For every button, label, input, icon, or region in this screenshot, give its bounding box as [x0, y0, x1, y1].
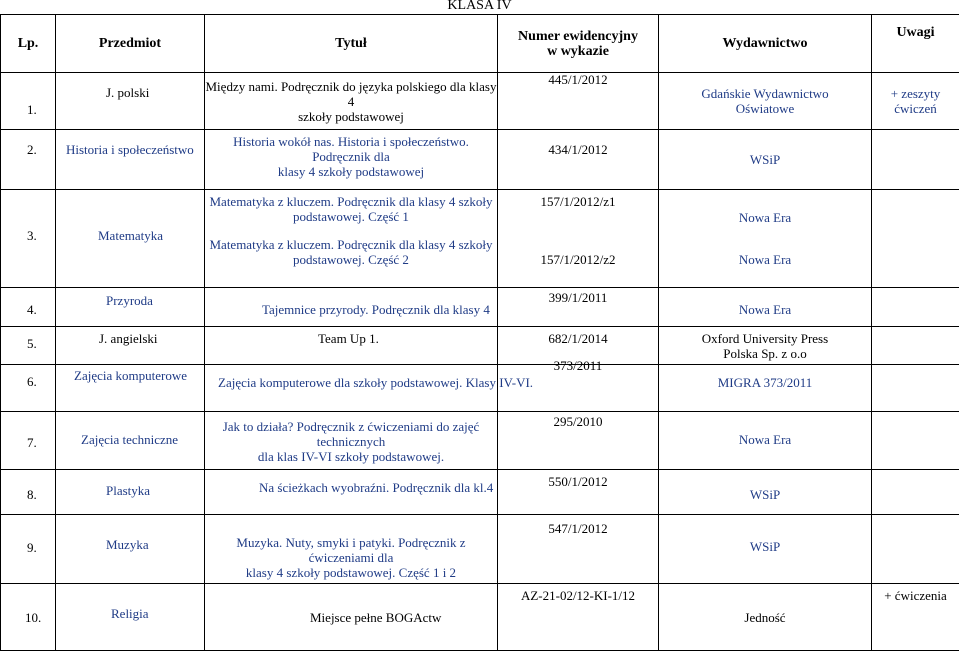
lp-cell — [1, 327, 56, 365]
lp-cell — [1, 515, 56, 584]
table-row — [1, 515, 959, 584]
notes-cell — [872, 130, 959, 190]
number-cell — [498, 130, 659, 190]
subject-text: Matematyka — [98, 228, 163, 243]
lp-text: 1. — [27, 102, 37, 117]
publisher-cell — [659, 190, 872, 288]
notes-line: + zeszyty — [872, 86, 959, 101]
number-cell — [498, 365, 659, 412]
publisher-text: Nowa Era — [659, 210, 871, 225]
header-title: Tytuł — [205, 15, 498, 73]
notes-cell — [872, 327, 959, 365]
lp-cell — [1, 73, 56, 130]
number-text: 682/1/2014 — [498, 331, 658, 346]
header-lp: Lp. — [1, 15, 56, 73]
title-line: szkoły podstawowej — [205, 109, 497, 124]
publisher-text: Nowa Era — [659, 432, 871, 447]
title-cell — [205, 365, 498, 412]
number-cell — [498, 190, 659, 288]
publisher-cell — [659, 412, 872, 470]
subject-text: Plastyka — [106, 483, 150, 498]
title-cell — [205, 288, 498, 327]
publisher-cell — [659, 327, 872, 365]
title-text: Tajemnice przyrody. Podręcznik dla klasy 4 — [262, 302, 490, 317]
number-text: AZ-21-02/12-KI-1/12 — [498, 588, 658, 603]
lp-text: 10. — [25, 610, 41, 625]
lp-cell — [1, 288, 56, 327]
publisher-cell — [659, 470, 872, 515]
number-cell — [498, 470, 659, 515]
number-cell — [498, 515, 659, 584]
table-row — [1, 412, 959, 470]
lp-cell — [1, 130, 56, 190]
subject-text: Historia i społeczeństwo — [66, 142, 194, 157]
subject-cell — [56, 288, 205, 327]
notes-text: + ćwiczenia — [872, 588, 959, 603]
header-row — [1, 15, 959, 73]
lp-text: 8. — [27, 487, 37, 502]
publisher-cell — [659, 584, 872, 651]
subject-cell — [56, 327, 205, 365]
publisher-text: WSiP — [659, 539, 871, 554]
title-line: Matematyka z kluczem. Podręcznik dla klasy 4 szkoły — [205, 237, 497, 252]
lp-text: 3. — [27, 228, 37, 243]
lp-text: 4. — [27, 302, 37, 317]
subject-cell — [56, 73, 205, 130]
publisher-cell — [659, 365, 872, 412]
lp-text: 6. — [27, 374, 37, 389]
notes-line: ćwiczeń — [872, 101, 959, 116]
number-text: 373/2011 — [498, 358, 658, 373]
title-line: klasy 4 szkoły podstawowej. Część 1 i 2 — [205, 565, 497, 580]
table-row — [1, 584, 959, 651]
notes-cell — [872, 73, 959, 130]
title-line: Muzyka. Nuty, smyki i patyki. Podręcznik z ćwiczeniami dla — [205, 535, 497, 565]
publisher-text: Jedność — [659, 610, 871, 625]
lp-text: 5. — [27, 336, 37, 351]
title-line: podstawowej. Część 1 — [205, 209, 497, 224]
table-row — [1, 365, 959, 412]
notes-cell — [872, 515, 959, 584]
notes-cell — [872, 288, 959, 327]
page-title: KLASA IV — [0, 0, 959, 14]
subject-cell — [56, 130, 205, 190]
subject-cell — [56, 584, 205, 651]
publisher-text: WSiP — [659, 487, 871, 502]
notes-cell — [872, 584, 959, 651]
title-text: Na ścieżkach wyobraźni. Podręcznik dla kl.4 — [259, 480, 493, 495]
title-line: dla klas IV-VI szkoły podstawowej. — [205, 449, 497, 464]
header-number — [498, 15, 659, 73]
header-notes: Uwagi — [872, 15, 959, 73]
subject-text: Zajęcia techniczne — [81, 432, 178, 447]
table-row — [1, 288, 959, 327]
title-cell — [205, 470, 498, 515]
title-cell — [205, 130, 498, 190]
textbook-table — [0, 14, 959, 651]
table-row — [1, 327, 959, 365]
title-line: Matematyka z kluczem. Podręcznik dla klasy 4 szkoły — [205, 194, 497, 209]
lp-cell — [1, 584, 56, 651]
publisher-cell — [659, 73, 872, 130]
table-row — [1, 470, 959, 515]
notes-cell — [872, 412, 959, 470]
title-line: Między nami. Podręcznik do języka polskiego dla klasy 4 — [205, 79, 497, 109]
subject-text: J. angielski — [99, 331, 158, 346]
title-cell — [205, 584, 498, 651]
publisher-text: MIGRA 373/2011 — [659, 375, 871, 390]
number-cell — [498, 288, 659, 327]
number-text: 445/1/2012 — [498, 72, 658, 87]
lp-cell — [1, 365, 56, 412]
header-number-line1: Numer ewidencyjny — [498, 29, 658, 44]
publisher-cell — [659, 130, 872, 190]
number-text: 547/1/2012 — [498, 521, 658, 536]
subject-text: Muzyka — [106, 537, 149, 552]
publisher-line: Oświatowe — [659, 101, 871, 116]
number-text: 295/2010 — [498, 414, 658, 429]
title-text: Miejsce pełne BOGActw — [310, 610, 441, 625]
subject-cell — [56, 412, 205, 470]
number-text: 550/1/2012 — [498, 474, 658, 489]
lp-cell — [1, 470, 56, 515]
number-text: 434/1/2012 — [498, 142, 658, 157]
header-subject: Przedmiot — [56, 15, 205, 73]
publisher-cell — [659, 288, 872, 327]
table-row — [1, 190, 959, 288]
number-text: 157/1/2012/z2 — [498, 252, 658, 267]
subject-text: Przyroda — [106, 293, 153, 308]
header-publisher: Wydawnictwo — [659, 15, 872, 73]
table-row — [1, 73, 959, 130]
subject-cell — [56, 190, 205, 288]
publisher-line: Polska Sp. z o.o — [659, 346, 871, 361]
title-cell — [205, 412, 498, 470]
title-line: Jak to działa? Podręcznik z ćwiczeniami do zajęć technicznych — [205, 419, 497, 449]
notes-cell — [872, 365, 959, 412]
lp-text: 9. — [27, 540, 37, 555]
title-line: klasy 4 szkoły podstawowej — [205, 164, 497, 179]
publisher-text: WSiP — [659, 152, 871, 167]
notes-cell — [872, 470, 959, 515]
title-text: Team Up 1. — [318, 331, 379, 346]
lp-cell — [1, 412, 56, 470]
title-cell — [205, 73, 498, 130]
lp-text: 2. — [27, 142, 37, 157]
publisher-line: Oxford University Press — [659, 331, 871, 346]
title-text: Zajęcia komputerowe dla szkoły podstawowej. Klasy IV-VI. — [218, 375, 533, 390]
subject-text: Zajęcia komputerowe — [74, 368, 187, 383]
subject-cell — [56, 515, 205, 584]
number-text: 399/1/2011 — [498, 290, 658, 305]
number-text: 157/1/2012/z1 — [498, 194, 658, 209]
title-cell — [205, 190, 498, 288]
publisher-line: Gdańskie Wydawnictwo — [659, 86, 871, 101]
subject-text: J. polski — [106, 85, 149, 100]
title-line: podstawowej. Część 2 — [205, 252, 497, 267]
number-cell — [498, 584, 659, 651]
title-cell — [205, 515, 498, 584]
publisher-cell — [659, 515, 872, 584]
subject-text: Religia — [111, 606, 149, 621]
publisher-text: Nowa Era — [659, 252, 871, 267]
lp-text: 7. — [27, 435, 37, 450]
number-cell — [498, 73, 659, 130]
title-cell — [205, 327, 498, 365]
title-line: Historia wokół nas. Historia i społeczeństwo. Podręcznik dla — [205, 134, 497, 164]
header-number-line2: w wykazie — [498, 44, 658, 59]
notes-cell — [872, 190, 959, 288]
number-cell — [498, 412, 659, 470]
table-row — [1, 130, 959, 190]
lp-cell — [1, 190, 56, 288]
subject-cell — [56, 470, 205, 515]
subject-cell — [56, 365, 205, 412]
publisher-text: Nowa Era — [659, 302, 871, 317]
